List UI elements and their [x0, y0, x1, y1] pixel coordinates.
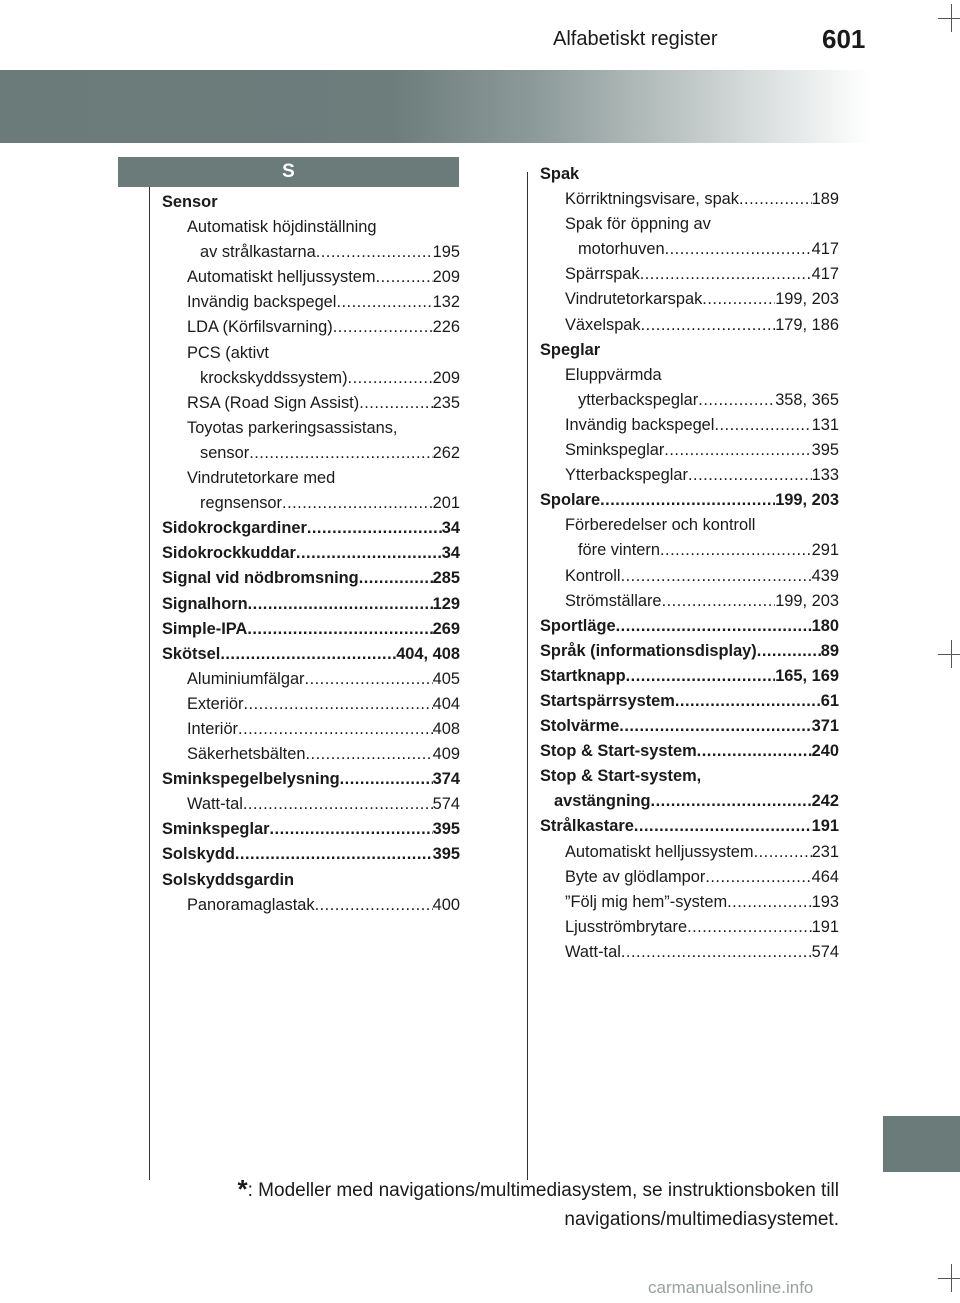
index-entry-text: Invändig backspegel [565, 415, 715, 434]
index-entry-page: 574 [432, 795, 460, 814]
index-entry [162, 767, 460, 792]
leader-dots [665, 237, 812, 262]
index-entry-page: 285 [432, 569, 460, 588]
index-entry-text: Vindrutetorkarspak [565, 290, 703, 309]
index-entry [162, 215, 460, 240]
index-entry-page: 371 [811, 717, 839, 736]
index-entry [162, 290, 460, 315]
leader-dots [238, 717, 433, 742]
index-entry-text: Sensor [162, 193, 218, 211]
crop-mark [938, 1278, 960, 1279]
index-entry-text: Stolvärme [540, 717, 620, 736]
index-entry-page: 195 [432, 243, 460, 262]
index-entry-text: Watt-tal [187, 795, 243, 814]
index-entry-text: Sportläge [540, 616, 616, 635]
index-entry [162, 466, 460, 491]
index-entry [540, 463, 839, 488]
leader-dots [340, 767, 433, 792]
index-entry-text: Speglar [540, 340, 601, 359]
index-entry-text: Språk (informationsdisplay) [540, 641, 757, 660]
index-entry-page: 464 [811, 867, 839, 886]
index-entry [162, 491, 460, 516]
index-entry-page: 395 [811, 441, 839, 460]
index-entry-page: 193 [811, 892, 839, 911]
index-entry [540, 814, 839, 839]
leader-dots [220, 642, 396, 667]
index-entry-text: Sminkspeglar [162, 820, 270, 839]
index-entry-page: 405 [432, 669, 460, 688]
leader-dots [687, 915, 812, 940]
index-entry-page: 417 [811, 265, 839, 284]
index-entry-text: Strömställare [565, 591, 662, 610]
index-entry [540, 739, 839, 764]
index-entry [162, 541, 460, 566]
index-entry [540, 162, 839, 187]
index-entry-page: 209 [432, 268, 460, 287]
index-entry-text: Signal vid nödbromsning [162, 569, 359, 588]
index-entry-text: Solskydd [162, 845, 235, 864]
index-entry-page: 34 [441, 544, 460, 563]
index-entry-text: Simple-IPA [162, 619, 248, 638]
leader-dots [616, 614, 812, 639]
index-entry-page: 89 [820, 641, 839, 660]
index-entry [540, 915, 839, 940]
header-banner [0, 70, 870, 143]
leader-dots [641, 313, 776, 338]
index-entry-page: 242 [811, 792, 839, 811]
leader-dots [714, 413, 811, 438]
index-entry-text: Spärrspak [565, 265, 640, 284]
index-entry-text: Körriktningsvisare, spak [565, 190, 739, 209]
index-entry [540, 865, 839, 890]
index-entry [162, 315, 460, 340]
section-letter-header: S [118, 157, 459, 187]
leader-dots [247, 617, 432, 642]
leader-dots [376, 265, 433, 290]
index-entry [540, 212, 839, 237]
index-entry [162, 566, 460, 591]
index-entry-text: regnsensor [200, 494, 283, 513]
index-entry-page: 231 [811, 842, 839, 861]
leader-dots [243, 692, 432, 717]
index-entry-page: 34 [441, 519, 460, 538]
leader-dots [316, 240, 433, 265]
index-entry-page: 199, 203 [775, 491, 839, 510]
leader-dots [727, 890, 812, 915]
index-entry [540, 764, 839, 789]
leader-dots [702, 287, 775, 312]
index-entry-text: ytterbackspeglar [578, 390, 699, 409]
index-entry-text: Spak [540, 165, 580, 183]
leader-dots [336, 290, 432, 315]
index-entry-text: Toyotas parkeringsassistans, [187, 418, 398, 437]
index-entry [540, 363, 839, 388]
index-entry-text: Startspärrsystem [540, 691, 675, 710]
index-thumb-tab [883, 1116, 960, 1172]
index-entry-page: 129 [432, 594, 460, 613]
index-entry-page: 235 [432, 393, 460, 412]
index-entry-text: Interiör [187, 719, 239, 738]
index-entry-text: av strålkastarna [200, 243, 316, 262]
index-entry-page: 179, 186 [775, 315, 839, 334]
index-entry-text: RSA (Road Sign Assist) [187, 393, 360, 412]
crop-mark [938, 18, 960, 19]
header-title: Alfabetiskt register [553, 28, 718, 50]
index-entry-text: Panoramaglastak [187, 895, 315, 914]
leader-dots [640, 262, 812, 287]
index-entry-page: 209 [432, 368, 460, 387]
index-entry [162, 642, 460, 667]
index-entry-page: 191 [811, 817, 839, 836]
index-entry-text: Stop & Start-system [540, 742, 697, 761]
index-entry-text: Spak för öppning av [565, 215, 711, 234]
index-entry-text: Sidokrockgardiner [162, 519, 307, 538]
index-entry [162, 265, 460, 290]
index-entry-page: 400 [432, 895, 460, 914]
index-entry [162, 240, 460, 265]
index-entry-text: Automatiskt helljussystem [187, 268, 376, 287]
index-entry [540, 689, 839, 714]
index-entry-text: Solskyddsgardin [162, 870, 295, 889]
index-entry-page: 226 [432, 318, 460, 337]
leader-dots [739, 187, 812, 212]
leader-dots [235, 842, 433, 867]
leader-dots [249, 441, 432, 466]
index-entry [162, 416, 460, 441]
leader-dots [651, 789, 812, 814]
leader-dots [626, 664, 776, 689]
index-entry [540, 488, 839, 513]
index-entry-text: Automatisk höjdinställning [187, 218, 377, 237]
index-entry-page: 404, 408 [396, 644, 460, 663]
index-entry [540, 262, 839, 287]
index-entry [162, 692, 460, 717]
leader-dots [600, 488, 775, 513]
index-entry-text: Ljusströmbrytare [565, 917, 688, 936]
index-entry-text: Watt-tal [565, 942, 621, 961]
index-entry [162, 667, 460, 692]
index-entry [162, 592, 460, 617]
leader-dots [307, 516, 442, 541]
index-entry-text: krockskyddssystem) [200, 368, 348, 387]
index-entry-page: 439 [811, 566, 839, 585]
index-entry-text: Stop & Start-system, [540, 767, 702, 786]
index-entry-text: Kontroll [565, 566, 621, 585]
index-entry-text: Sidokrockkuddar [162, 544, 296, 563]
index-entry-text: Spolare [540, 491, 601, 510]
footnote-line-2: navigations/multimediasystemet. [564, 1209, 839, 1230]
leader-dots [664, 438, 811, 463]
index-entry-page: 180 [811, 616, 839, 635]
index-entry-page: 191 [811, 917, 839, 936]
leader-dots [348, 366, 433, 391]
index-entry-text: Exteriör [187, 694, 244, 713]
index-entry-page: 201 [432, 494, 460, 513]
index-entry-text: före vintern [578, 541, 660, 560]
leader-dots [757, 639, 821, 664]
index-entry-page: 199, 203 [775, 290, 839, 309]
index-entry-page: 269 [432, 619, 460, 638]
index-entry-page: 240 [811, 742, 839, 761]
leader-dots [634, 814, 812, 839]
index-entry-text: motorhuven [578, 240, 665, 259]
index-entry [162, 842, 460, 867]
index-entry-page: 408 [432, 719, 460, 738]
index-entry-text: Strålkastare [540, 817, 634, 836]
index-entry-text: LDA (Körfilsvarning) [187, 318, 333, 337]
leader-dots [698, 388, 775, 413]
index-entry-page: 132 [432, 293, 460, 312]
index-entry-text: ”Följ mig hem”-system [565, 892, 728, 911]
index-entry-text: Invändig backspegel [187, 293, 337, 312]
leader-dots [621, 940, 812, 965]
index-entry-text: Aluminiumfälgar [187, 669, 305, 688]
index-entry [540, 890, 839, 915]
index-entry-text: Sminkspegelbelysning [162, 770, 340, 789]
index-entry-page: 262 [432, 443, 460, 462]
index-entry [162, 893, 460, 918]
watermark: carmanualsonline.info [648, 1278, 814, 1297]
index-entry-text: Automatiskt helljussystem [565, 842, 754, 861]
index-entry [540, 287, 839, 312]
leader-dots [305, 667, 433, 692]
index-entry-page: 395 [432, 820, 460, 839]
index-entry [540, 237, 839, 262]
index-entry-page: 374 [432, 770, 460, 789]
leader-dots [248, 592, 433, 617]
index-entry [540, 664, 839, 689]
index-entry-text: Byte av glödlampor [565, 867, 706, 886]
index-entry-page: 61 [820, 691, 839, 710]
center-column-rule [527, 172, 528, 1180]
leader-dots [697, 739, 812, 764]
index-entry-text: Sminkspeglar [565, 441, 665, 460]
index-entry [162, 742, 460, 767]
index-entry-page: 409 [432, 745, 460, 764]
leader-dots [333, 315, 433, 340]
index-entry [540, 513, 839, 538]
index-entry [540, 338, 839, 363]
index-entry [162, 617, 460, 642]
index-entry [162, 868, 460, 893]
leader-dots [705, 865, 811, 890]
index-entry [162, 792, 460, 817]
leader-dots [243, 792, 433, 817]
leader-dots [675, 689, 821, 714]
index-entry [162, 817, 460, 842]
footnote-star: * [237, 1174, 248, 1204]
index-entry-text: Skötsel [162, 644, 221, 663]
leader-dots [315, 893, 433, 918]
footnote [150, 1175, 839, 1234]
index-entry-text: Förberedelser och kontroll [565, 516, 756, 535]
index-entry [540, 589, 839, 614]
leader-dots [660, 538, 812, 563]
index-entry [540, 538, 839, 563]
index-entry [162, 391, 460, 416]
crop-mark [938, 654, 960, 655]
leader-dots [621, 564, 812, 589]
index-column-left [162, 190, 460, 918]
index-entry-text: Startknapp [540, 666, 626, 685]
index-entry [162, 717, 460, 742]
index-entry-page: 395 [432, 845, 460, 864]
leader-dots [662, 589, 776, 614]
page-top [0, 0, 960, 62]
leader-dots [619, 714, 811, 739]
index-entry [540, 840, 839, 865]
index-entry [540, 714, 839, 739]
index-entry [162, 190, 460, 215]
leader-dots [305, 742, 432, 767]
leader-dots [359, 391, 432, 416]
index-entry [540, 614, 839, 639]
index-entry-page: 291 [811, 541, 839, 560]
index-entry [162, 341, 460, 366]
index-entry-page: 133 [811, 466, 839, 485]
footnote-line-1: : Modeller med navigations/multimediasystem, se instruktionsboken till [247, 1180, 839, 1201]
index-entry-text: avstängning [554, 792, 651, 811]
index-entry [540, 388, 839, 413]
index-entry-text: Eluppvärmda [565, 365, 662, 384]
leader-dots [359, 566, 433, 591]
index-column-right [540, 162, 839, 965]
index-entry-text: PCS (aktivt [187, 343, 269, 362]
page-number: 601 [822, 24, 866, 54]
index-entry [540, 313, 839, 338]
index-entry-page: 189 [811, 190, 839, 209]
index-entry-page: 131 [811, 415, 839, 434]
index-entry [540, 413, 839, 438]
index-entry [162, 441, 460, 466]
leader-dots [282, 491, 433, 516]
index-entry-page: 417 [811, 240, 839, 259]
index-entry-text: Vindrutetorkare med [187, 469, 336, 488]
index-entry-page: 574 [811, 942, 839, 961]
left-column-rule [149, 187, 150, 1180]
index-entry [540, 789, 839, 814]
index-entry-text: Växelspak [565, 315, 641, 334]
index-entry-text: Signalhorn [162, 594, 248, 613]
index-entry-page: 404 [432, 694, 460, 713]
index-entry-text: Säkerhetsbälten [187, 745, 306, 764]
index-entry [540, 639, 839, 664]
index-entry-page: 165, 169 [775, 666, 839, 685]
index-entry [540, 940, 839, 965]
leader-dots [688, 463, 812, 488]
leader-dots [296, 541, 442, 566]
index-entry-text: sensor [200, 443, 250, 462]
leader-dots [270, 817, 433, 842]
index-entry-page: 199, 203 [775, 591, 839, 610]
index-entry [162, 366, 460, 391]
index-entry [540, 564, 839, 589]
leader-dots [754, 840, 812, 865]
index-entry [540, 438, 839, 463]
index-entry-text: Ytterbackspeglar [565, 466, 688, 485]
index-entry [162, 516, 460, 541]
index-entry-page: 358, 365 [775, 390, 839, 409]
index-entry [540, 187, 839, 212]
